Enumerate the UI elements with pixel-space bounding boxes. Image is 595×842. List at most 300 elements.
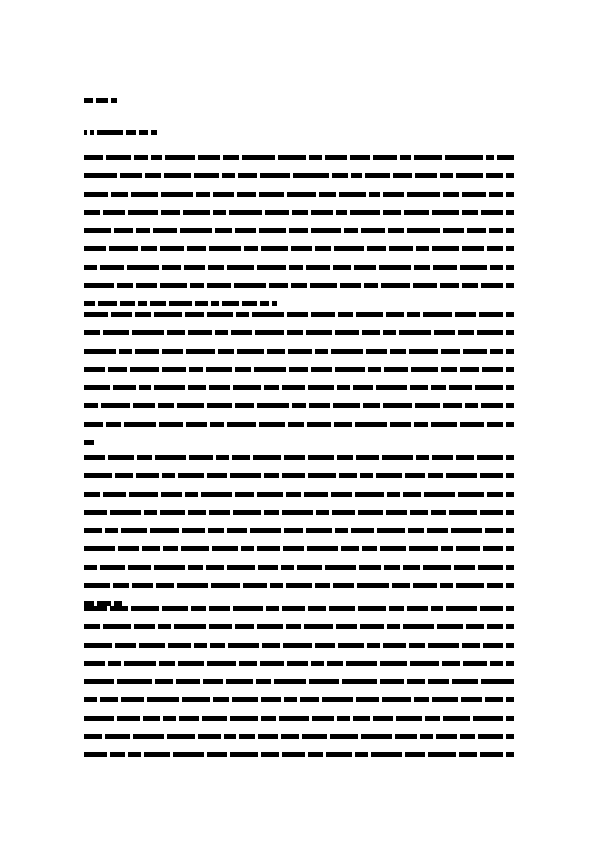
illegible-word xyxy=(483,643,504,648)
illegible-word xyxy=(483,546,504,551)
illegible-word xyxy=(432,455,453,460)
illegible-word xyxy=(506,192,514,197)
illegible-word xyxy=(103,492,127,497)
illegible-word xyxy=(358,606,386,611)
illegible-word xyxy=(243,583,267,588)
illegible-word xyxy=(186,349,215,354)
illegible-word xyxy=(128,210,158,215)
illegible-word xyxy=(194,643,207,648)
illegible-word xyxy=(365,173,390,178)
illegible-word xyxy=(257,492,283,497)
text-line xyxy=(84,606,514,611)
illegible-word xyxy=(380,546,406,551)
illegible-word xyxy=(506,624,514,629)
illegible-word xyxy=(115,643,136,648)
illegible-word xyxy=(389,606,404,611)
illegible-word xyxy=(291,246,313,251)
illegible-word xyxy=(364,283,377,288)
illegible-word xyxy=(387,624,400,629)
illegible-word xyxy=(356,697,379,702)
illegible-word xyxy=(255,330,284,335)
illegible-word xyxy=(84,283,114,288)
illegible-word xyxy=(413,283,437,288)
illegible-word xyxy=(377,528,406,533)
illegible-word xyxy=(272,301,277,306)
illegible-word xyxy=(478,734,503,739)
illegible-word xyxy=(209,606,229,611)
illegible-word xyxy=(145,173,161,178)
illegible-word xyxy=(144,752,170,757)
paragraph-line xyxy=(84,228,514,233)
illegible-word xyxy=(185,492,198,497)
illegible-word xyxy=(233,606,264,611)
illegible-word xyxy=(117,716,140,721)
illegible-word xyxy=(250,528,281,533)
illegible-word xyxy=(409,546,437,551)
illegible-word xyxy=(203,679,224,684)
paragraph-line xyxy=(84,606,514,611)
illegible-word xyxy=(202,716,227,721)
text-line xyxy=(84,210,514,215)
illegible-word xyxy=(331,349,363,354)
illegible-word xyxy=(143,716,161,721)
illegible-word xyxy=(244,246,257,251)
paragraph-line xyxy=(84,661,514,666)
illegible-word xyxy=(506,312,514,317)
illegible-word xyxy=(182,697,211,702)
illegible-word xyxy=(506,583,514,588)
illegible-word xyxy=(241,546,254,551)
illegible-word xyxy=(215,228,231,233)
illegible-word xyxy=(131,606,159,611)
illegible-word xyxy=(446,473,477,478)
illegible-word xyxy=(151,130,157,135)
illegible-word xyxy=(260,173,290,178)
illegible-word xyxy=(415,173,437,178)
illegible-word xyxy=(84,246,106,251)
illegible-word xyxy=(386,312,404,317)
illegible-word xyxy=(408,528,424,533)
illegible-word xyxy=(383,643,406,648)
paragraph-3 xyxy=(84,455,514,620)
illegible-word xyxy=(269,283,288,288)
illegible-word xyxy=(336,624,357,629)
illegible-word xyxy=(129,492,158,497)
illegible-word xyxy=(108,367,127,372)
illegible-word xyxy=(155,679,173,684)
illegible-word xyxy=(315,349,328,354)
illegible-word xyxy=(119,349,132,354)
illegible-word xyxy=(319,192,335,197)
illegible-word xyxy=(351,173,362,178)
illegible-word xyxy=(230,716,258,721)
illegible-word xyxy=(179,716,199,721)
illegible-word xyxy=(440,583,453,588)
illegible-word xyxy=(120,301,134,306)
illegible-word xyxy=(154,385,185,390)
illegible-word xyxy=(84,697,97,702)
illegible-word xyxy=(304,624,333,629)
illegible-word xyxy=(84,473,112,478)
illegible-word xyxy=(223,155,239,160)
illegible-word xyxy=(487,624,503,629)
illegible-word xyxy=(110,606,128,611)
illegible-word xyxy=(462,246,484,251)
illegible-word xyxy=(506,565,514,570)
illegible-word xyxy=(506,546,514,551)
paragraph-line xyxy=(84,716,514,721)
illegible-word xyxy=(162,349,183,354)
paragraph-line xyxy=(84,192,514,197)
illegible-word xyxy=(414,265,430,270)
illegible-word xyxy=(155,455,186,460)
illegible-word xyxy=(100,697,118,702)
illegible-word xyxy=(206,565,224,570)
text-line xyxy=(84,228,514,233)
illegible-word xyxy=(239,734,254,739)
illegible-word xyxy=(462,192,486,197)
paragraph-line xyxy=(84,528,514,533)
illegible-word xyxy=(325,155,347,160)
illegible-word xyxy=(309,155,323,160)
paragraph-line xyxy=(84,312,514,317)
illegible-word xyxy=(201,492,232,497)
illegible-word xyxy=(376,473,402,478)
illegible-word xyxy=(463,349,487,354)
paragraph-line xyxy=(84,546,514,551)
illegible-word xyxy=(177,403,204,408)
illegible-word xyxy=(487,422,503,427)
illegible-word xyxy=(103,624,132,629)
illegible-word xyxy=(409,349,438,354)
illegible-word xyxy=(237,349,264,354)
illegible-word xyxy=(101,403,131,408)
paragraph-line xyxy=(84,734,514,739)
illegible-word xyxy=(84,312,108,317)
illegible-word xyxy=(84,130,87,135)
illegible-word xyxy=(210,643,225,648)
illegible-word xyxy=(506,528,514,533)
illegible-word xyxy=(490,661,503,666)
illegible-word xyxy=(270,583,283,588)
illegible-word xyxy=(178,473,204,478)
illegible-word xyxy=(353,716,371,721)
illegible-word xyxy=(451,528,482,533)
text-line xyxy=(84,422,514,427)
illegible-word xyxy=(228,643,259,648)
illegible-word xyxy=(108,455,134,460)
text-line xyxy=(84,473,514,478)
illegible-word xyxy=(335,367,364,372)
illegible-word xyxy=(446,606,477,611)
illegible-word xyxy=(506,422,514,427)
illegible-word xyxy=(218,349,234,354)
illegible-word xyxy=(194,173,219,178)
illegible-word xyxy=(351,528,374,533)
illegible-word xyxy=(189,367,202,372)
illegible-word xyxy=(304,492,328,497)
illegible-word xyxy=(84,624,100,629)
text-line xyxy=(84,528,514,533)
illegible-word xyxy=(215,330,228,335)
illegible-word xyxy=(389,246,413,251)
illegible-word xyxy=(405,752,425,757)
illegible-word xyxy=(259,422,286,427)
illegible-word xyxy=(316,510,329,515)
illegible-word xyxy=(443,192,459,197)
illegible-word xyxy=(159,661,175,666)
illegible-word xyxy=(380,679,404,684)
illegible-word xyxy=(260,661,284,666)
illegible-word xyxy=(184,265,205,270)
document-header-line-1 xyxy=(84,98,117,110)
illegible-word xyxy=(368,367,381,372)
illegible-word xyxy=(84,643,112,648)
illegible-word xyxy=(337,716,350,721)
illegible-word xyxy=(480,510,503,515)
illegible-word xyxy=(222,301,240,306)
illegible-word xyxy=(440,283,459,288)
illegible-word xyxy=(373,155,398,160)
illegible-word xyxy=(207,473,227,478)
illegible-word xyxy=(177,583,208,588)
illegible-word xyxy=(344,228,358,233)
illegible-word xyxy=(481,283,503,288)
illegible-word xyxy=(132,583,153,588)
illegible-word xyxy=(449,510,477,515)
illegible-word xyxy=(443,716,471,721)
illegible-word xyxy=(150,528,179,533)
illegible-word xyxy=(208,265,224,270)
illegible-word xyxy=(142,546,160,551)
illegible-word xyxy=(139,643,165,648)
illegible-word xyxy=(361,734,392,739)
illegible-word xyxy=(169,301,191,306)
illegible-word xyxy=(256,679,271,684)
illegible-word xyxy=(211,583,240,588)
illegible-word xyxy=(463,661,487,666)
illegible-word xyxy=(188,385,206,390)
illegible-word xyxy=(411,367,438,372)
illegible-word xyxy=(337,385,350,390)
text-line xyxy=(84,546,514,551)
illegible-word xyxy=(162,367,186,372)
illegible-word xyxy=(383,210,402,215)
illegible-word xyxy=(307,546,338,551)
illegible-word xyxy=(139,130,148,135)
illegible-word xyxy=(141,246,157,251)
text-line xyxy=(84,734,514,739)
illegible-word xyxy=(506,697,514,702)
illegible-word xyxy=(433,265,457,270)
illegible-word xyxy=(134,624,155,629)
illegible-word xyxy=(330,734,358,739)
illegible-word xyxy=(327,661,343,666)
illegible-word xyxy=(458,330,474,335)
illegible-word xyxy=(431,422,458,427)
paragraph-line xyxy=(84,624,514,629)
illegible-word xyxy=(308,473,336,478)
illegible-word xyxy=(266,606,279,611)
illegible-word xyxy=(257,546,280,551)
illegible-word xyxy=(163,716,176,721)
illegible-word xyxy=(286,624,302,629)
illegible-word xyxy=(334,246,364,251)
illegible-word xyxy=(236,312,249,317)
illegible-word xyxy=(84,192,108,197)
illegible-word xyxy=(387,492,400,497)
illegible-word xyxy=(84,752,107,757)
illegible-word xyxy=(393,173,412,178)
illegible-word xyxy=(128,752,141,757)
illegible-word xyxy=(379,265,411,270)
illegible-word xyxy=(84,528,102,533)
illegible-word xyxy=(233,510,261,515)
illegible-word xyxy=(165,155,195,160)
text-line xyxy=(84,246,514,251)
illegible-word xyxy=(110,510,141,515)
illegible-word xyxy=(449,385,472,390)
illegible-word xyxy=(191,606,206,611)
illegible-word xyxy=(84,716,114,721)
illegible-word xyxy=(111,312,132,317)
illegible-word xyxy=(105,734,130,739)
illegible-word xyxy=(326,752,352,757)
illegible-word xyxy=(308,606,326,611)
illegible-word xyxy=(461,697,482,702)
illegible-word xyxy=(287,330,303,335)
paragraph-line xyxy=(84,643,514,648)
illegible-word xyxy=(235,367,251,372)
illegible-word xyxy=(232,697,258,702)
illegible-word xyxy=(84,583,110,588)
illegible-word xyxy=(357,583,388,588)
illegible-word xyxy=(332,173,348,178)
illegible-word xyxy=(84,98,93,103)
illegible-word xyxy=(209,510,229,515)
illegible-word xyxy=(187,246,206,251)
illegible-word xyxy=(306,528,332,533)
illegible-word xyxy=(479,312,503,317)
illegible-word xyxy=(289,228,308,233)
illegible-word xyxy=(136,228,150,233)
illegible-word xyxy=(196,192,210,197)
illegible-word xyxy=(84,265,97,270)
illegible-word xyxy=(506,385,514,390)
illegible-word xyxy=(133,734,164,739)
illegible-word xyxy=(407,228,439,233)
illegible-word xyxy=(497,155,513,160)
illegible-word xyxy=(432,246,459,251)
illegible-word xyxy=(162,473,175,478)
illegible-word xyxy=(407,679,425,684)
illegible-word xyxy=(460,367,479,372)
illegible-word xyxy=(84,455,105,460)
illegible-word xyxy=(454,565,474,570)
illegible-word xyxy=(261,752,279,757)
illegible-word xyxy=(441,349,460,354)
paragraph-line xyxy=(84,246,514,251)
illegible-word xyxy=(84,349,116,354)
illegible-word xyxy=(97,130,123,135)
illegible-word xyxy=(489,192,503,197)
illegible-word xyxy=(114,228,133,233)
illegible-word xyxy=(207,403,231,408)
illegible-word xyxy=(431,606,444,611)
illegible-word xyxy=(185,312,203,317)
illegible-word xyxy=(355,492,384,497)
illegible-word xyxy=(106,155,131,160)
illegible-word xyxy=(126,130,136,135)
illegible-word xyxy=(84,606,107,611)
illegible-word xyxy=(420,734,433,739)
illegible-word xyxy=(124,422,156,427)
illegible-word xyxy=(363,403,379,408)
illegible-word xyxy=(84,330,100,335)
illegible-word xyxy=(486,173,502,178)
illegible-word xyxy=(414,155,441,160)
illegible-word xyxy=(458,492,484,497)
illegible-word xyxy=(186,422,207,427)
illegible-word xyxy=(84,679,114,684)
illegible-word xyxy=(261,697,282,702)
illegible-word xyxy=(84,155,103,160)
illegible-word xyxy=(258,734,278,739)
illegible-word xyxy=(329,606,355,611)
text-line xyxy=(84,752,514,757)
illegible-word xyxy=(407,312,420,317)
illegible-word xyxy=(331,492,352,497)
illegible-word xyxy=(90,130,94,135)
illegible-word xyxy=(113,385,136,390)
paragraph-line xyxy=(84,455,514,460)
illegible-word xyxy=(110,752,125,757)
illegible-word xyxy=(506,210,514,215)
illegible-word xyxy=(121,697,144,702)
illegible-word xyxy=(415,403,439,408)
illegible-word xyxy=(230,473,261,478)
illegible-word xyxy=(261,716,276,721)
illegible-word xyxy=(288,349,312,354)
illegible-word xyxy=(130,367,159,372)
illegible-word xyxy=(287,312,308,317)
illegible-word xyxy=(312,716,335,721)
illegible-word xyxy=(366,349,387,354)
illegible-word xyxy=(410,510,428,515)
illegible-word xyxy=(390,349,406,354)
illegible-word xyxy=(156,583,174,588)
illegible-word xyxy=(260,301,270,306)
illegible-word xyxy=(209,246,241,251)
illegible-word xyxy=(237,192,256,197)
illegible-word xyxy=(425,716,440,721)
illegible-word xyxy=(235,624,253,629)
illegible-word xyxy=(207,661,236,666)
text-line xyxy=(84,643,514,648)
illegible-word xyxy=(289,265,302,270)
illegible-word xyxy=(383,192,405,197)
illegible-word xyxy=(108,661,121,666)
text-line xyxy=(84,312,514,317)
illegible-word xyxy=(207,283,231,288)
illegible-word xyxy=(259,192,283,197)
illegible-word xyxy=(264,385,279,390)
illegible-word xyxy=(234,283,266,288)
illegible-word xyxy=(414,697,430,702)
illegible-word xyxy=(160,283,187,288)
illegible-word xyxy=(315,643,336,648)
illegible-word xyxy=(335,330,359,335)
